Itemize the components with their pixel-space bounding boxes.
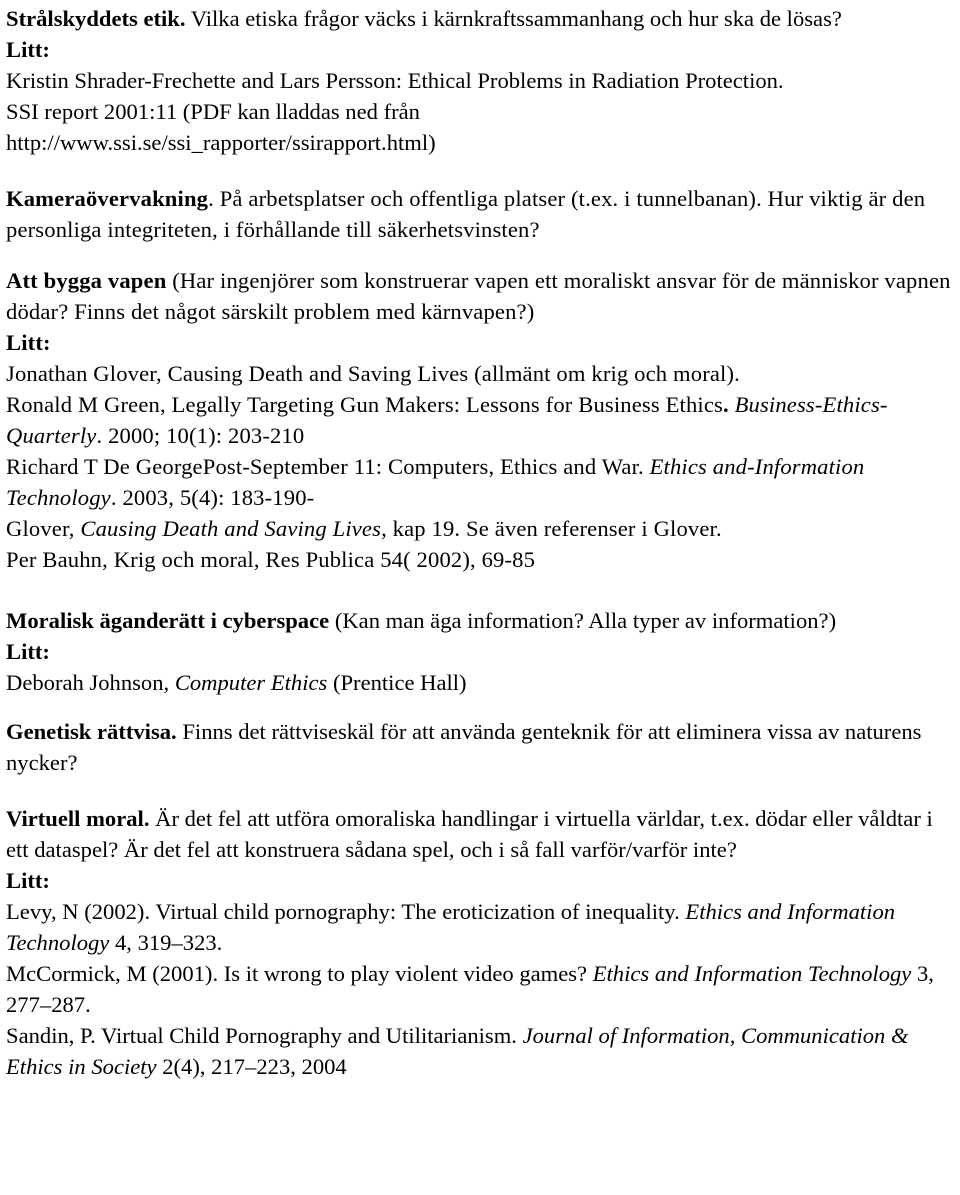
section-text: Finns det rättviseskäl för att använda genteknik för att eliminera vissa av naturens nycker? xyxy=(6,719,922,775)
litt-label: Litt: xyxy=(6,330,51,355)
section-heading: Strålskyddets etik. xyxy=(6,6,186,31)
paragraph xyxy=(6,716,960,778)
section-heading: Genetisk rättvisa. xyxy=(6,719,177,744)
section-heading: Virtuell moral. xyxy=(6,806,150,831)
section-cyberspace-ownership xyxy=(6,605,960,698)
reference: Sandin, P. Virtual Child Pornography and Utilitarianism. Journal of Information, Communication & Ethics in Society 2(4), 217–223, 2004 xyxy=(6,1023,909,1079)
litt-label: Litt: xyxy=(6,868,50,893)
section-text: (Har ingenjörer som konstruerar vapen ett moraliskt ansvar för de människor vapnen dödar? Finns det något särskilt problem med kärnvapen?) xyxy=(6,268,951,324)
section-text: Är det fel att utföra omoraliska handlingar i virtuella världar, t.ex. dödar eller våldtar i ett dataspel? Är det fel att konstruera sådana spel, och i så fall varför/varför inte? xyxy=(6,806,933,862)
section-heading: Att bygga vapen xyxy=(6,268,167,293)
reference: Jonathan Glover, Causing Death and Saving Lives (allmänt om krig och moral). xyxy=(6,361,740,386)
section-heading: Kameraövervakning xyxy=(6,186,209,211)
reference: Kristin Shrader-Frechette and Lars Persson: Ethical Problems in Radiation Protection. xyxy=(6,68,784,93)
reference: McCormick, M (2001). Is it wrong to play violent video games? Ethics and Information Technology 3, 277–287. xyxy=(6,961,934,1017)
section-text: (Kan man äga information? Alla typer av information?) xyxy=(329,608,837,633)
section-heading: Moralisk äganderätt i cyberspace xyxy=(6,608,330,633)
section-virtual-morality xyxy=(6,803,960,1082)
section-building-weapons xyxy=(6,265,960,575)
reference: Deborah Johnson, Computer Ethics (Prentice Hall) xyxy=(6,670,467,695)
paragraph xyxy=(6,803,960,865)
paragraph xyxy=(6,183,960,245)
reference: Ronald M Green, Legally Targeting Gun Makers: Lessons for Business Ethics. Business-Ethics-Quarterly. 2000; 10(1): 203-210 xyxy=(6,392,888,448)
paragraph xyxy=(6,605,960,636)
section-camera-surveillance xyxy=(6,183,960,245)
reference: Richard T De GeorgePost-September 11: Computers, Ethics and War. Ethics and-Information Technology. 2003, 5(4): 183-190- xyxy=(6,454,865,510)
paragraph xyxy=(6,3,960,34)
reference: Per Bauhn, Krig och moral, Res Publica 54( 2002), 69-85 xyxy=(6,547,536,572)
reference: Glover, Causing Death and Saving Lives, kap 19. Se även referenser i Glover. xyxy=(6,516,722,541)
reference: http://www.ssi.se/ssi_rapporter/ssirapport.html) xyxy=(6,130,436,155)
section-radiation-ethics xyxy=(6,3,960,158)
litt-label: Litt: xyxy=(6,639,50,664)
paragraph xyxy=(6,265,960,327)
reference: SSI report 2001:11 (PDF kan lladdas ned från xyxy=(6,99,420,124)
section-genetic-justice xyxy=(6,716,960,778)
section-text: . På arbetsplatser och offentliga platser (t.ex. i tunnelbanan). Hur viktig är den personliga integriteten, i förhållande till säkerhetsvinsten? xyxy=(6,186,926,242)
litt-label: Litt: xyxy=(6,37,50,62)
section-text: Vilka etiska frågor väcks i kärnkraftssammanhang och hur ska de lösas? xyxy=(185,6,842,31)
reference: Levy, N (2002). Virtual child pornography: The eroticization of inequality. Ethics and Information Technology 4, 319–323. xyxy=(6,899,896,955)
